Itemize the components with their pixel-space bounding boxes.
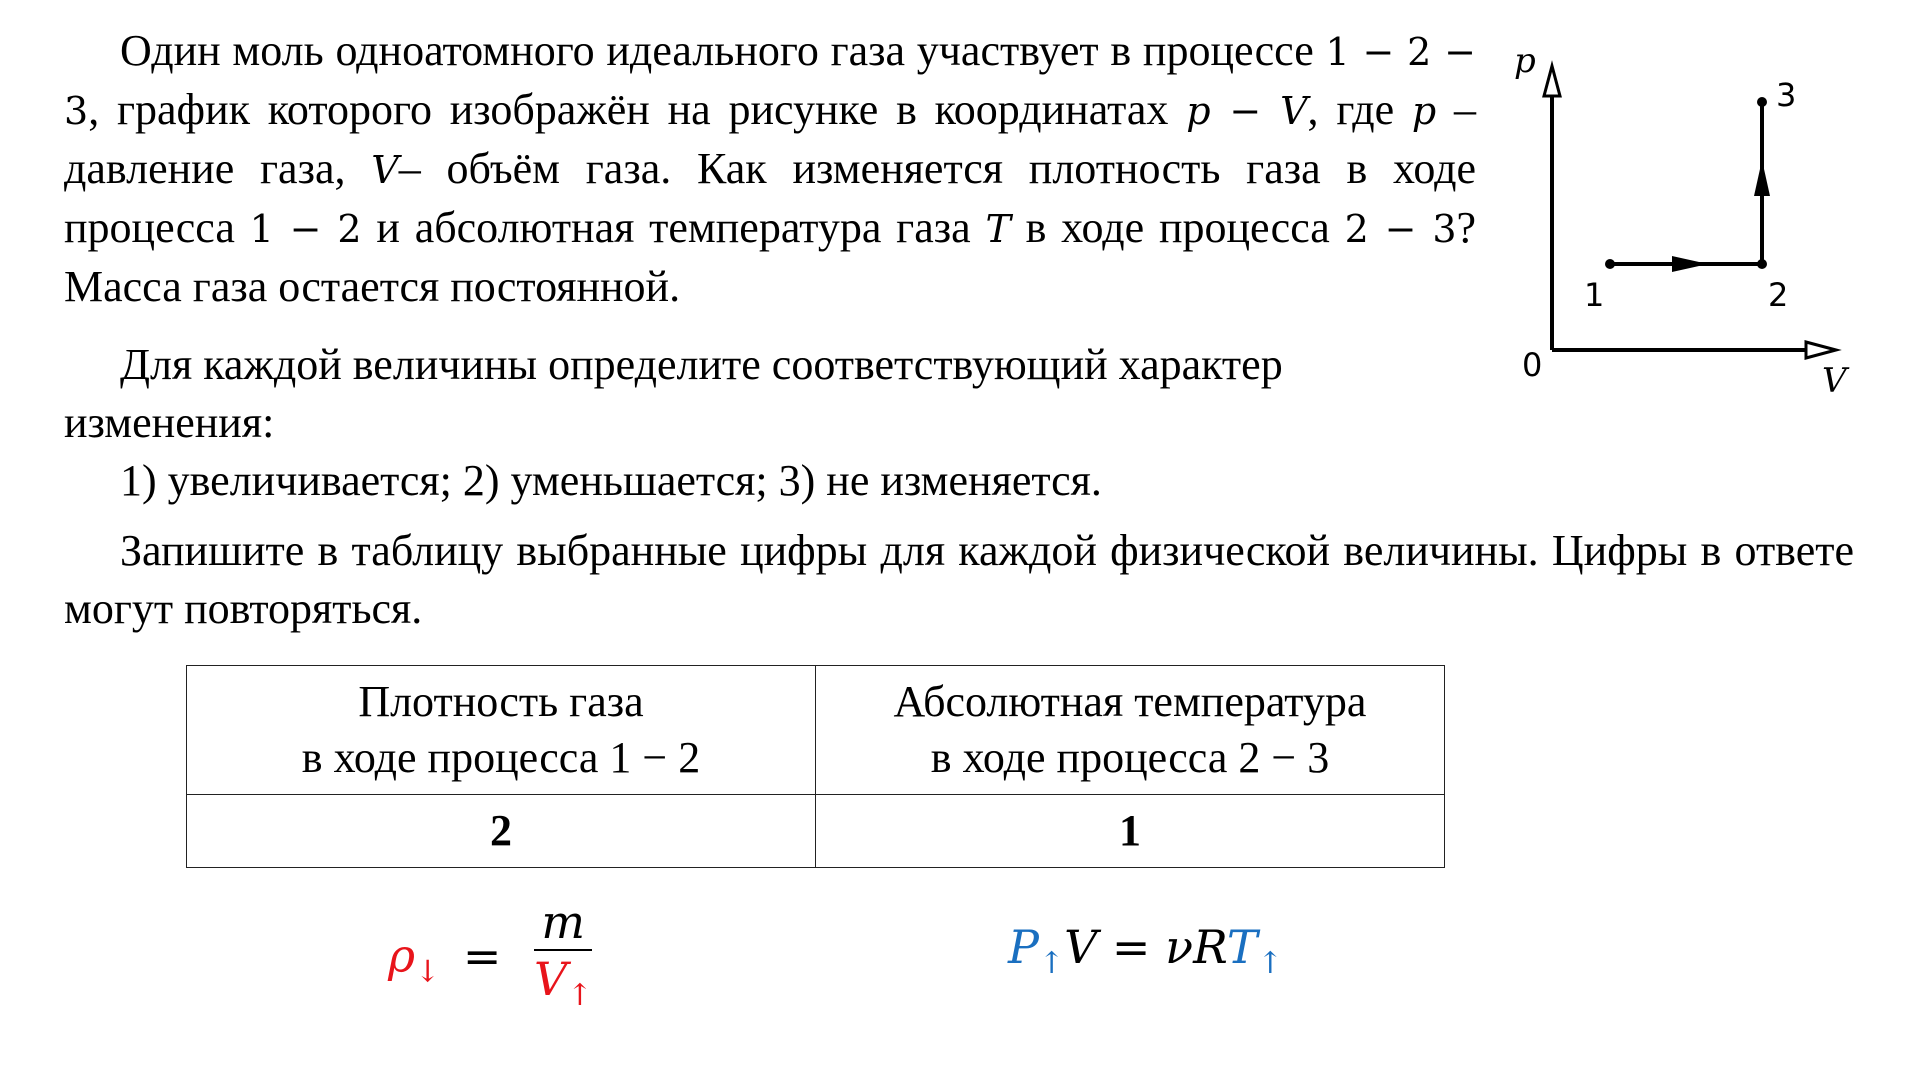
ideal-gas-middle: V = νR — [1064, 920, 1227, 974]
process-1-2-arrow — [1672, 256, 1708, 272]
x-axis-label: V — [1822, 361, 1847, 401]
point-3-dot — [1757, 97, 1767, 107]
density-formula — [388, 895, 592, 1024]
pv-graph — [1500, 30, 1880, 410]
y-axis-arrow — [1544, 66, 1560, 96]
point-3-label: 3 — [1776, 76, 1797, 114]
ideal-gas-formula — [1008, 920, 1283, 981]
options-line: 1) увеличивается; 2) уменьшается; 3) не изменяется. — [120, 456, 1102, 505]
table-instruction-paragraph: Запишите в таблицу выбранные цифры для каждой физической величины. Цифры в ответе могут повторяться. — [64, 526, 1854, 633]
pressure-up-arrow: ↑ — [1038, 946, 1065, 981]
rho-symbol: ρ — [388, 928, 416, 983]
temperature-up-arrow: ↑ — [1257, 946, 1283, 981]
table-header-row — [187, 666, 1445, 795]
process-2-3-arrow — [1754, 160, 1770, 196]
density-equals: = — [462, 928, 502, 983]
answer-temperature[interactable]: 1 — [816, 795, 1445, 868]
pressure-symbol: P — [1008, 920, 1039, 974]
table-header-density: Плотность газа в ходе процесса 1 − 2 — [187, 666, 816, 795]
point-1-dot — [1605, 259, 1615, 269]
point-1-label: 1 — [1584, 276, 1605, 314]
density-fraction — [534, 895, 592, 1024]
point-2-label: 2 — [1768, 276, 1789, 314]
origin-label: 0 — [1522, 346, 1543, 384]
x-axis-arrow — [1806, 342, 1836, 358]
table-answer-row — [187, 795, 1445, 868]
rho-down-arrow: ↓ — [415, 954, 441, 990]
answer-table — [186, 665, 1445, 868]
problem-paragraph: Один моль одноатомного идеального газа участвует в процессе 1 − 2 − 3, график которого изображён на рисунке в координатах p − V, где p – давление газа, V– объём газа. Как изменяется плотность газа в ходе процесса 1 − 2 и абсолютная температура газа T в ходе процесса 2 − 3? Масса газа остается постоянной. — [64, 26, 1477, 311]
point-2-dot — [1757, 259, 1767, 269]
mass-numerator: m — [534, 895, 592, 951]
table-header-temperature: Абсолютная температура в ходе процесса 2 − 3 — [816, 666, 1445, 795]
answer-density[interactable]: 2 — [187, 795, 816, 868]
instruction-paragraph: Для каждой величины определите соответствующий характер изменения: — [64, 340, 1283, 447]
temperature-symbol: T — [1226, 920, 1258, 974]
y-axis-label: p — [1514, 41, 1536, 81]
volume-denominator: $V_↑$ — [533, 952, 593, 1013]
